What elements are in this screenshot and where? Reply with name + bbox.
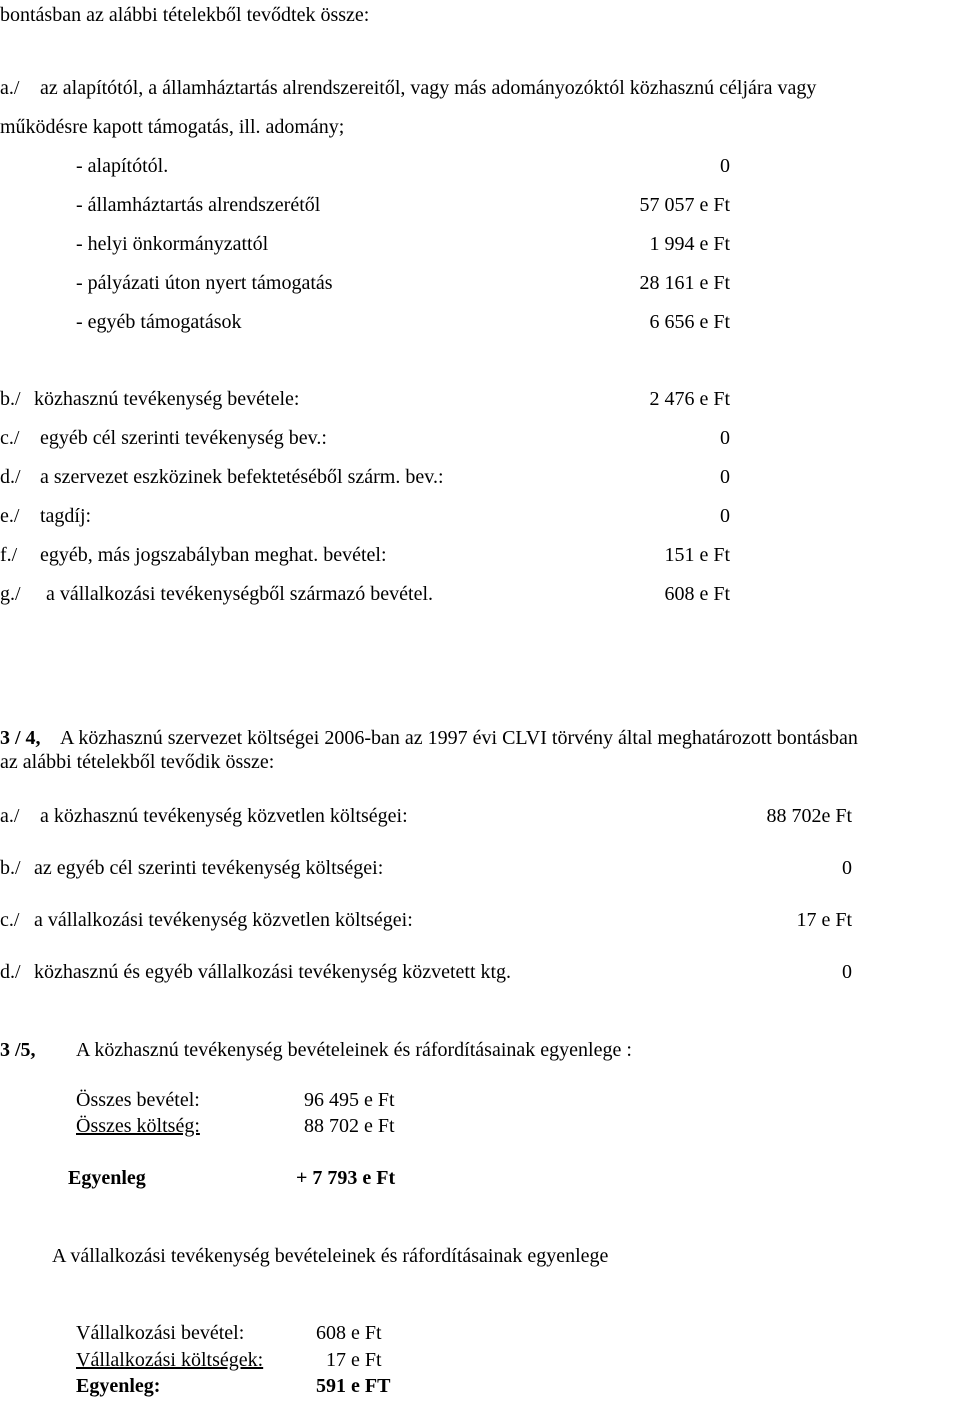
income-marker-c: c./ [0, 427, 20, 449]
a-item-label-2: - helyi önkormányzattól [76, 233, 269, 255]
total-cost-row [76, 1114, 406, 1138]
total-income-value: 96 495 e Ft [304, 1089, 395, 1111]
cost-label-d: közhasznú és egyéb vállalkozási tevékenység közvetett ktg. [34, 961, 512, 983]
business-cost-row [76, 1348, 390, 1372]
balance-value: + 7 793 e Ft [296, 1167, 396, 1189]
a-item-label-3: - pályázati úton nyert támogatás [76, 272, 333, 294]
income-label-f: egyéb, más jogszabályban meghat. bevétel: [40, 544, 387, 566]
section-3-5-number: 3 /5, [0, 1039, 36, 1061]
income-label-d: a szervezet eszközinek befektetéséből szárm. bev.: [40, 466, 444, 488]
income-value-b: 2 476 e Ft [649, 388, 730, 410]
a-item-label-4: - egyéb támogatások [76, 311, 242, 333]
total-cost-label: Összes költség: [76, 1115, 200, 1137]
income-label-e: tagdíj: [40, 505, 92, 527]
business-income-label: Vállalkozási bevétel: [76, 1322, 245, 1344]
cost-marker-b: b./ [0, 857, 21, 879]
business-cost-label: Vállalkozási költségek: [76, 1349, 264, 1371]
a-text-line2: működésre kapott támogatás, ill. adomány; [0, 116, 345, 138]
total-cost-value: 88 702 e Ft [304, 1115, 395, 1137]
cost-value-d: 0 [842, 961, 852, 983]
income-value-e: 0 [720, 505, 730, 527]
a-item-value-3: 28 161 e Ft [639, 272, 730, 294]
income-value-g: 608 e Ft [664, 583, 730, 605]
cost-marker-d: d./ [0, 961, 21, 983]
a-marker: a./ [0, 77, 20, 99]
a-item-label-1: - államháztartás alrendszerétől [76, 194, 321, 216]
business-income-value: 608 e Ft [316, 1322, 382, 1344]
intro-text: bontásban az alábbi tételekből tevődtek össze: [0, 4, 370, 26]
balance-label: Egyenleg [68, 1167, 146, 1189]
a-item-value-2: 1 994 e Ft [649, 233, 730, 255]
income-marker-g: g./ [0, 583, 21, 605]
section-3-4-text-line1: A közhasznú szervezet költségei 2006-ban az 1997 évi CLVI törvény által meghatározott bontásban [60, 727, 858, 749]
a-item-value-0: 0 [720, 155, 730, 177]
cost-value-c: 17 e Ft [796, 909, 852, 931]
cost-marker-a: a./ [0, 805, 20, 827]
income-marker-d: d./ [0, 466, 21, 488]
income-marker-b: b./ [0, 388, 21, 410]
section-3-4-number: 3 / 4, [0, 727, 41, 749]
total-income-label: Összes bevétel: [76, 1089, 200, 1111]
cost-marker-c: c./ [0, 909, 20, 931]
income-label-c: egyéb cél szerinti tevékenység bev.: [40, 427, 327, 449]
income-value-f: 151 e Ft [664, 544, 730, 566]
business-balance-value: 591 e FT [316, 1375, 391, 1397]
business-title: A vállalkozási tevékenység bevételeinek és ráfordításainak egyenlege [52, 1245, 609, 1267]
cost-label-b: az egyéb cél szerinti tevékenység költségei: [34, 857, 384, 879]
a-text-line1: az alapítótól, a államháztartás alrendszereitől, vagy más adományozóktól közhasznú céljára vagy [40, 77, 817, 99]
business-cost-value: 17 e Ft [326, 1349, 382, 1371]
income-value-c: 0 [720, 427, 730, 449]
cost-value-a: 88 702e Ft [766, 805, 852, 827]
income-marker-e: e./ [0, 505, 20, 527]
section-3-5-title: A közhasznú tevékenység bevételeinek és ráfordításainak egyenlege : [76, 1039, 632, 1061]
cost-label-a: a közhasznú tevékenység közvetlen költségei: [40, 805, 408, 827]
a-item-label-0: - alapítótól. [76, 155, 169, 177]
a-item-value-4: 6 656 e Ft [649, 311, 730, 333]
cost-label-c: a vállalkozási tevékenység közvetlen költségei: [34, 909, 413, 931]
business-balance-label: Egyenleg: [76, 1375, 161, 1397]
income-value-d: 0 [720, 466, 730, 488]
cost-value-b: 0 [842, 857, 852, 879]
income-marker-f: f./ [0, 544, 18, 566]
section-3-4-text-line2: az alábbi tételekből tevődik össze: [0, 751, 275, 773]
a-item-value-1: 57 057 e Ft [639, 194, 730, 216]
income-label-b: közhasznú tevékenység bevétele: [34, 388, 300, 410]
income-label-g: a vállalkozási tevékenységből származó bevétel. [46, 583, 434, 605]
